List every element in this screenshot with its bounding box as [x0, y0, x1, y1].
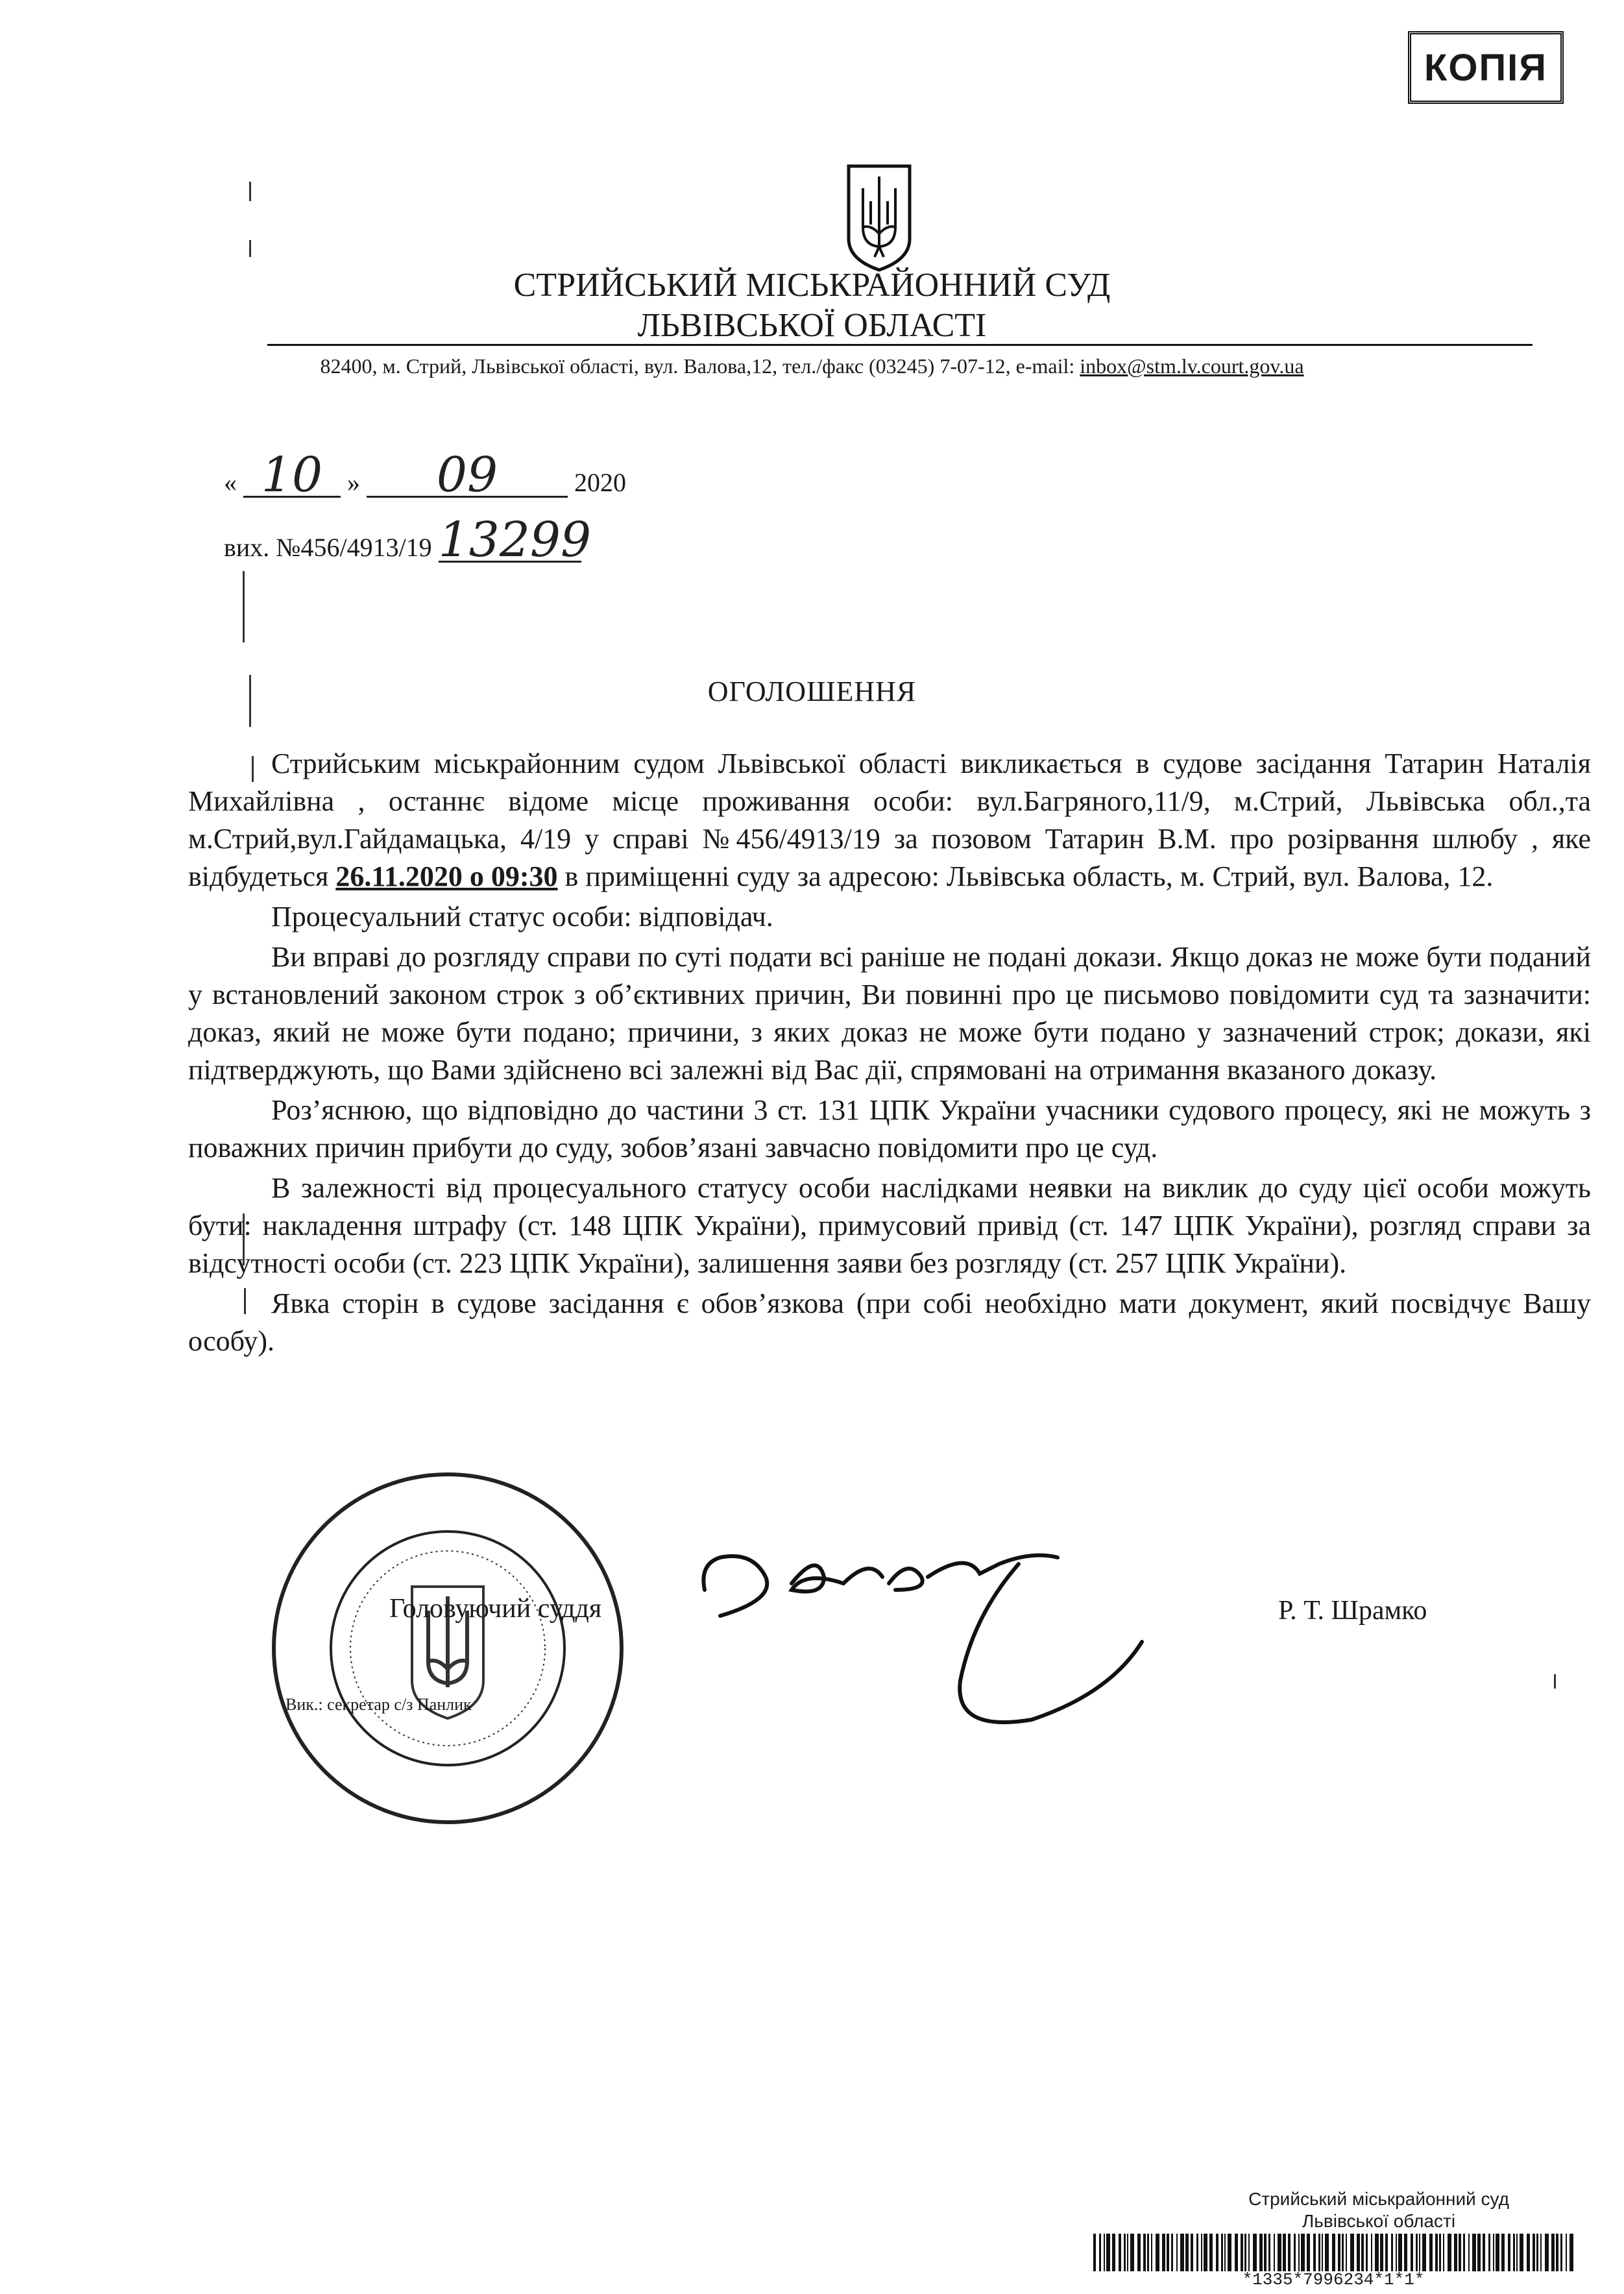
margin-mark — [249, 182, 251, 201]
copy-stamp — [1408, 31, 1564, 104]
summons-text-end: в приміщенні суду за адресою: Львівська область, м. Стрий, вул. Валова, 12. — [557, 860, 1494, 892]
header-divider — [267, 344, 1533, 346]
court-name-line2: ЛЬВІВСЬКОЇ ОБЛАСТІ — [637, 307, 987, 344]
paragraph-notice: Роз’яснюю, що відповідно до частини 3 ст. 131 ЦПК України учасники судового процесу, які не можуть з поважних причин прибути до суду, зобов’язані завчасно повідомити про це суд. — [188, 1094, 1591, 1164]
barcode-number: *1335*7996234*1*1* — [1242, 2270, 1425, 2289]
court-address — [0, 354, 1624, 378]
paragraph-attendance: Явка сторін в судове засідання є обов’язкова (при собі необхідно мати документ, який посвідчує Вашу особу). — [188, 1287, 1591, 1357]
outgoing-number — [224, 512, 592, 568]
paragraph-summons — [188, 745, 1591, 896]
document-title: ОГОЛОШЕННЯ — [707, 676, 917, 707]
date-day: 10 — [243, 454, 341, 498]
paragraph-consequences: В залежності від процесуального статусу особи наслідками неявки на виклик до суду цієї особи можуть бути: накладення штрафу (ст. 148 ЦПК України), примусовий привід (ст. 147 ЦПК України), розгляд справи за відсутності особи (ст. 223 ЦПК України), залишення заяви без розгляду (ст. 257 ЦПК України). — [188, 1172, 1591, 1279]
summons-text: Стрийським міськрайонним судом Львівської області викликається в судове засідання Татарин Наталія Михайлівна , останнє відоме місце проживання особи: вул.Багряного,11/9, м.Стрий, Львівська обл.,та м.Стрий,вул.Гайдамацька, 4/19 у справі №456/4913/19 за позовом Татарин В.М. про розірвання шлюбу , яке відбудеться — [188, 748, 1591, 892]
copy-stamp-label: КОПІЯ — [1424, 46, 1547, 89]
margin-mark — [1554, 1674, 1556, 1689]
outgoing-handwritten-number: 13299 — [438, 512, 592, 568]
secretary-note: Вик.: секретар с/з Панлик — [285, 1695, 472, 1714]
date-year: 2020 — [574, 468, 626, 497]
court-name-line1: СТРИЙСЬКИЙ МІСЬКРАЙОННИЙ СУД — [513, 267, 1111, 304]
judge-signature — [694, 1538, 1148, 1752]
footer-court-name — [1197, 2188, 1560, 2232]
outgoing-label: вих. №456/4913/19 — [224, 533, 432, 562]
address-text: 82400, м. Стрий, Львівської області, вул. Валова,12, тел./факс (03245) 7-07-12, e-mail: — [320, 354, 1080, 378]
email-link[interactable]: inbox@stm.lv.court.gov.ua — [1080, 354, 1304, 378]
paragraph-status: Процесуальний статус особи: відповідач. — [271, 901, 773, 933]
date-quote-open: « — [224, 468, 237, 497]
footer-court-line1: Стрийський міськрайонний суд — [1248, 2189, 1509, 2209]
footer-court-line2: Львівської області — [1302, 2211, 1456, 2231]
hearing-datetime: 26.11.2020 о 09:30 — [335, 860, 558, 892]
trident-emblem-icon — [843, 162, 915, 273]
document-date — [224, 447, 626, 503]
paragraph-evidence: Ви вправі до розгляду справи по суті подати всі раніше не подані докази. Якщо доказ не може бути поданий у встановлений законом строк з об’єктивних причин, Ви повинні про це письмово повідомити суд та зазначити: доказ, який не може бути подано; причини, з яких доказ не може бути подано у зазначений строк; докази, які підтверджують, що Вами здійснено всі залежні від Вас дії, спрямовані на отримання вказаного доказу. — [188, 941, 1591, 1086]
judge-label: Головуючий суддя — [389, 1594, 602, 1624]
announcement-body — [188, 745, 1591, 1363]
date-quote-close: » — [347, 468, 360, 497]
margin-mark — [249, 240, 251, 257]
document-barcode — [1093, 2234, 1573, 2271]
margin-mark — [243, 571, 245, 642]
court-seal — [266, 1467, 629, 1830]
judge-name: Р. Т. Шрамко — [1278, 1596, 1427, 1626]
date-month: 09 — [367, 454, 568, 498]
